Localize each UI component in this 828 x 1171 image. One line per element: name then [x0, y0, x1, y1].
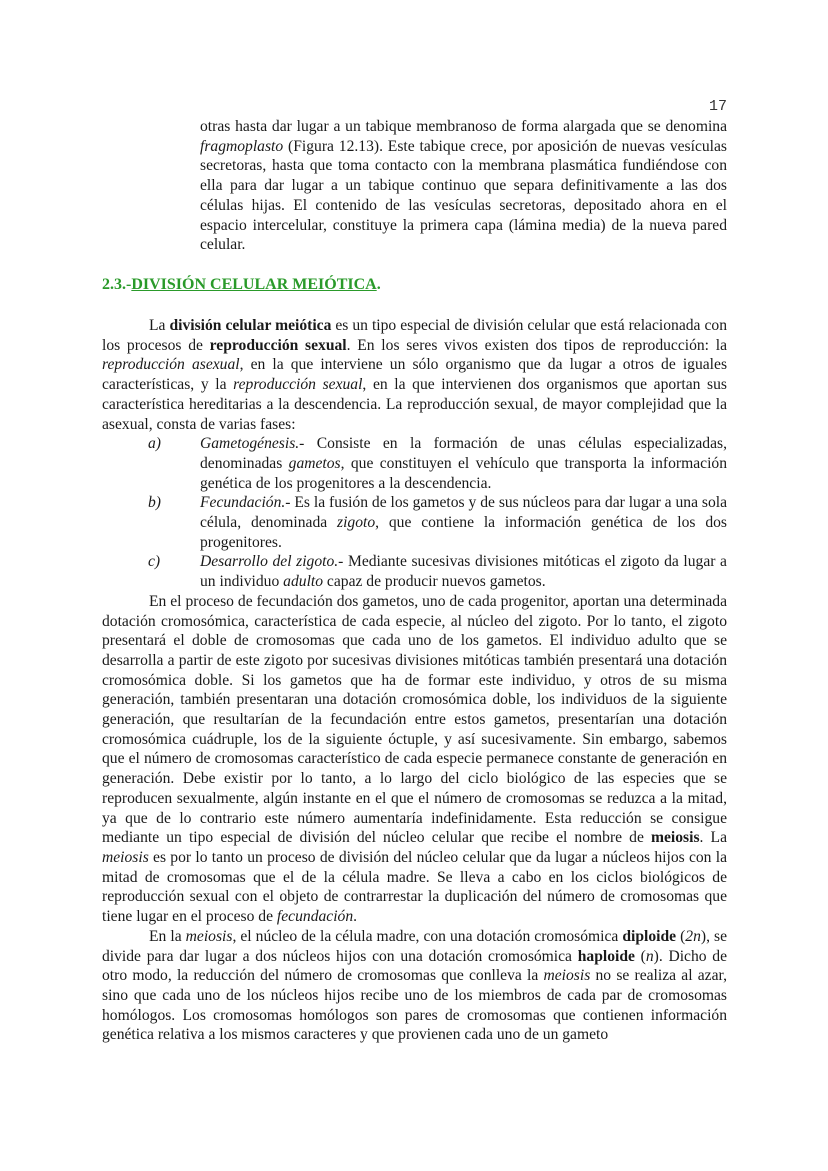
italic-term: n [645, 947, 654, 965]
main-body [102, 316, 727, 1045]
italic-term: Desarrollo del zigoto.- [200, 553, 344, 571]
section-heading [102, 275, 381, 295]
text-run: no se realiza al azar, sino que cada uno de los núcleos hijos recibe uno de los miembros de cada par de cromosomas homólogos. Los cromosomas homólogos son pares de cromosomas que contienen información genética relativa a los mismos caracteres y que provienen cada uno de un gameto [102, 967, 727, 1044]
text-run: . La [699, 829, 727, 847]
text-run: ), se divide para dar lugar a dos núcleos hijos con una dotación cromosómica [102, 927, 728, 965]
bold-term: meiosis [651, 829, 700, 847]
text-run: En el proceso de fecundación dos gametos, uno de cada progenitor, aportan una determinada dotación cromosómica, característica de cada especie, al núcleo del zigoto. Por lo tanto, el zigoto presentará el doble de cromosomas que cada uno de los gametos. El individuo adulto que se desarrolla a partir de este zigoto por sucesivas divisiones mitóticas también presentará una dotación cromosómica doble. Si los gametos que ha de formar este individuo, y otros de su misma generación, también presentaran una dotación cromosómica doble, los individuos de la siguiente generación, que resultarían de la fecundación entre estos gametos, presentarían una dotación cromosómica cuádruple, los de la siguiente óctuple, y así sucesivamente. Sin embargo, sabemos que el número de cromosomas característico de cada especie permanece constante de generación en generación. Debe existir por lo tanto, a lo largo del ciclo biológico de las especies que se reproducen sexualmente, algún instante en el que el número de cromosomas se reduzca a la mitad, ya que de lo contrario este número aumentaría indefinidamente. Esta reducción se consigue mediante un tipo especial de división del núcleo celular que recibe el nombre de [102, 592, 727, 847]
intro-paragraph [102, 316, 727, 434]
continuation-paragraph [200, 117, 727, 255]
bold-term: división celular meiótica [169, 317, 332, 334]
phase-text [200, 552, 727, 591]
italic-term: meiosis [543, 967, 591, 985]
page-number: 17 [708, 98, 727, 115]
text-run: es por lo tanto un proceso de división del núcleo celular que da lugar a núcleos hijos con la mitad de cromosomas que el de la célula madre. Se lleva a cabo en los ciclos biológicos de reproducción sexual con el objeto de contrarrestar la duplicación del número de cromosomas que tiene lugar en el proceso de [102, 848, 727, 926]
phase-label: a) [148, 435, 161, 453]
italic-term: Gametogénesis.- [200, 435, 305, 453]
phase-text [200, 434, 727, 493]
text-run: ( [676, 927, 686, 945]
meiosis-paragraph [102, 927, 727, 1045]
phase-item-b [102, 493, 727, 552]
italic-term: fecundación [276, 908, 354, 926]
italic-term: meiosis [185, 927, 233, 945]
text-run: , que contiene la información genética de los dos progenitores. [200, 514, 727, 551]
italic-term: reproducción sexual [233, 376, 363, 394]
fecundation-paragraph [102, 592, 727, 927]
text-run: La [149, 317, 170, 334]
text-run: , que constituyen el vehículo que transporta la información genética de los progenitores a la descendencia. [200, 454, 727, 492]
italic-term: adulto [283, 573, 324, 591]
section-end: . [376, 276, 381, 293]
italic-term: 2n [685, 927, 701, 945]
italic-term: fragmoplasto [200, 137, 284, 155]
italic-term: reproducción asexual [102, 356, 240, 374]
italic-term: meiosis [102, 848, 149, 866]
bold-term: reproducción sexual [209, 336, 347, 354]
section-number: 2.3.- [102, 276, 132, 293]
text-run: es un tipo especial de división celular que está relacionada con los procesos de [102, 317, 727, 354]
text-run: , el núcleo de la célula madre, con una dotación cromosómica [232, 927, 623, 945]
phase-label: c) [148, 553, 161, 571]
text-run: (Figura 12.13). Este tabique crece, por aposición de nuevas vesículas secretoras, hasta que toma contacto con la membrana plasmática fundiéndose con ella para dar lugar a un tabique continuo que separa definitivamente a las dos células hijas. El contenido de las vesículas secretoras, depositado ahora en el espacio intercelular, constituye la primera capa (lámina media) de la nueva pared celular. [200, 137, 727, 254]
phase-item-a [102, 434, 727, 493]
text-run: ). Dicho de otro modo, la reducción del número de cromosomas que conlleva la [102, 947, 728, 985]
section-title: DIVISIÓN CELULAR MEIÓTICA [131, 276, 377, 293]
text-run: capaz de producir nuevos gametos. [323, 573, 546, 591]
text-run: ( [634, 947, 646, 965]
text-run: . [353, 908, 358, 926]
text-run: Mediante sucesivas divisiones mitóticas el zigoto da lugar a un individuo [200, 553, 727, 591]
text-run: Consiste en la formación de unas células especializadas, denominadas [200, 435, 727, 472]
italic-term: gametos [288, 454, 341, 472]
phase-label: b) [148, 494, 161, 512]
italic-term: zigoto [337, 514, 376, 532]
bold-term: haploide [577, 947, 635, 965]
text-run: , en la que interviene un sólo organismo que da lugar a otros de iguales características, y la [102, 356, 728, 394]
phase-text [200, 493, 727, 552]
bold-term: diploide [622, 927, 677, 945]
text-run: , en la que intervienen dos organismos que aportan sus característica hereditarias a la descendencia. La reproducción sexual, de mayor complejidad que la asexual, consta de varias fases: [102, 376, 727, 433]
text-run: otras hasta dar lugar a un tabique membranoso de forma alargada que se denomina [200, 118, 727, 135]
text-run: En la [149, 927, 186, 945]
text-run: Es la fusión de los gametos y de sus núcleos para dar lugar a una sola célula, denominada [200, 494, 728, 532]
phase-item-c [102, 552, 727, 591]
italic-term: Fecundación.- [200, 494, 291, 512]
text-run: . En los seres vivos existen dos tipos de reproducción: la [346, 336, 727, 354]
